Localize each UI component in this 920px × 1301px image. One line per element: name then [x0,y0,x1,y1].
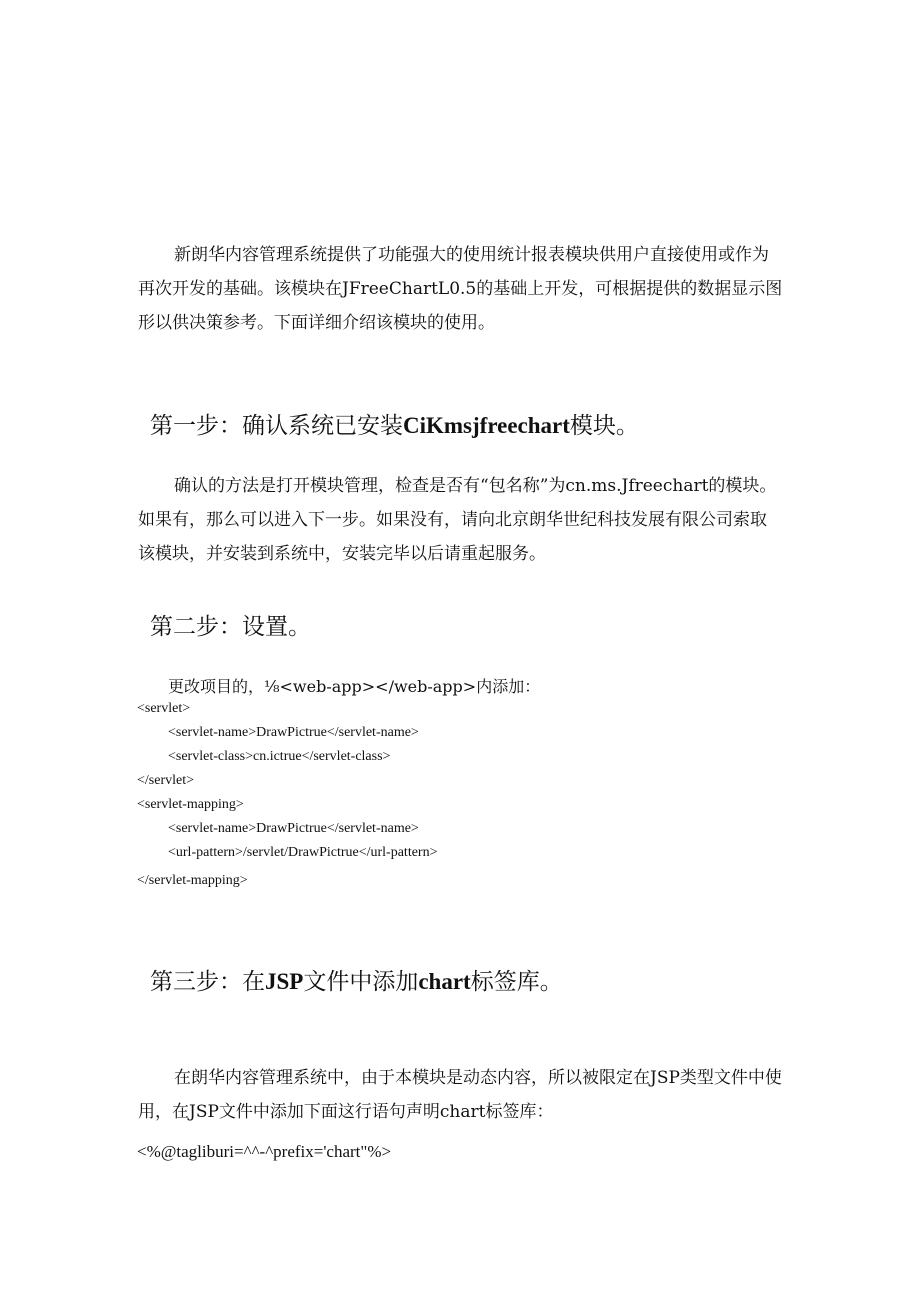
taglib-declaration: <%@tagliburi=^^-^prefix='chart"%> [137,1142,392,1161]
step3-paragraph [138,1061,788,1129]
step1-heading [150,411,639,441]
code-line: <servlet-class>cn.ictrue</servlet-class> [168,749,391,764]
step3-heading-prefix: 第三步：在 [150,969,265,995]
step3-heading-mid: 文件中添加 [303,969,419,995]
step1-heading-suffix: 模块。 [569,413,639,439]
web-xml-code-block [137,697,438,893]
intro-paragraph [138,238,788,340]
step2-heading: 第二步：设置。 [150,614,311,640]
intro-line: 形以供决策参考。下面详细介绍该模块的使用。 [138,313,495,333]
step3-heading-jsp: JSP [265,969,304,994]
step1-paragraph [138,469,788,571]
code-line: <servlet-name>DrawPictrue</servlet-name> [168,725,419,740]
step3-line: 在朗华内容管理系统中，由于本模块是动态内容，所以被限定在JSP类型文件中使 [174,1068,782,1088]
code-line: <url-pattern>/servlet/DrawPictrue</url-pattern> [168,845,438,860]
step3-heading [150,967,563,997]
step3-heading-suffix: 标签库。 [470,969,563,995]
step1-line: 如果有，那么可以进入下一步。如果没有，请向北京朗华世纪科技发展有限公司索取 [138,510,767,530]
intro-line: 新朗华内容管理系统提供了功能强大的使用统计报表模块供用户直接使用或作为 [174,245,769,265]
step1-heading-module: CiKmsjfreechart [403,413,570,438]
code-line: <servlet> [137,701,191,716]
step2-intro: 更改项目的，⅛<web-app></web-app>内添加： [168,677,541,696]
code-line: </servlet> [137,773,194,788]
intro-line: 再次开发的基础。该模块在JFreeChartL0.5的基础上开发，可根据提供的数据显示图 [138,279,783,299]
code-line: </servlet-mapping> [137,873,248,888]
step3-heading-chart: chart [418,969,471,994]
step3-line: 用，在JSP文件中添加下面这行语句声明chart标签库： [138,1102,554,1122]
code-line: <servlet-mapping> [137,797,244,812]
code-line: <servlet-name>DrawPictrue</servlet-name> [168,821,419,836]
step1-heading-prefix: 第一步：确认系统已安装 [150,413,403,439]
step1-line: 确认的方法是打开模块管理，检查是否有“包名称”为cn.ms.Jfreechart的模块。 [174,476,777,496]
step1-line: 该模块，并安装到系统中，安装完毕以后请重起服务。 [138,544,546,564]
